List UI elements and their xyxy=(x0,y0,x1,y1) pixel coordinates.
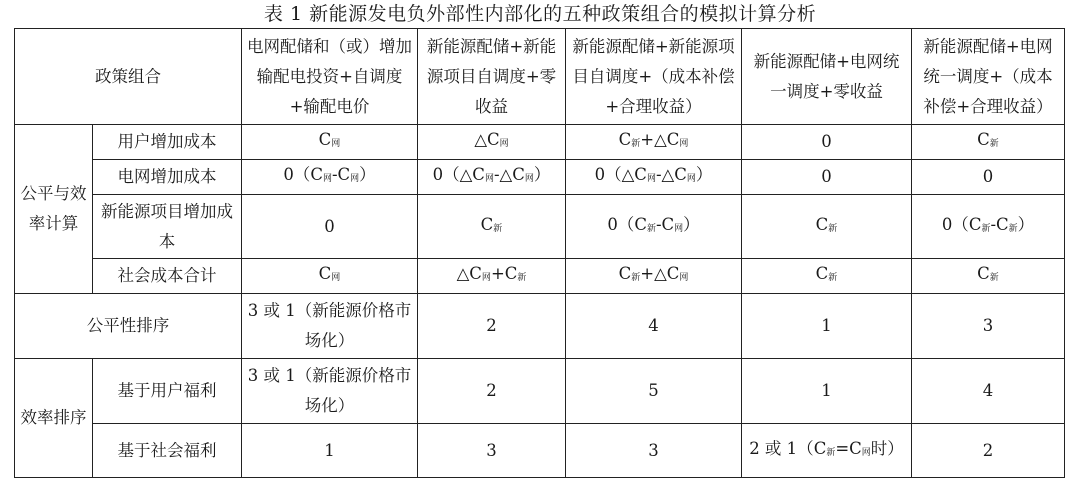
cell: $C_新+\triangle C_网$ xyxy=(566,125,742,160)
cell: $0(\triangle C_网-\triangle C_网)$ xyxy=(418,160,566,195)
table-row xyxy=(15,160,1065,195)
cell: $0(\triangle C_网-\triangle C_网)$ xyxy=(566,160,742,195)
cell: $C_新$ xyxy=(418,195,566,259)
row-label-social-welfare: 基于社会福利 xyxy=(93,424,242,478)
table-row xyxy=(15,294,1065,359)
row-label-social-cost: 社会成本合计 xyxy=(93,259,242,294)
policy-header-3: 新能源配储+新能源项目自调度+（成本补偿+合理收益） xyxy=(566,29,742,125)
cell: 1 xyxy=(242,424,418,478)
fairness-efficiency-group-label: 公平与效率计算 xyxy=(15,125,93,294)
policy-header-2: 新能源配储+新能源项目自调度+零收益 xyxy=(418,29,566,125)
cell: $0(C_新-C_新)$ xyxy=(912,195,1065,259)
cell: 3 xyxy=(566,424,742,478)
cell: $0(C_新-C_网)$ xyxy=(566,195,742,259)
cell: 0 xyxy=(912,160,1065,195)
cell: $C_新$ xyxy=(742,195,912,259)
cell: $C_网$ xyxy=(242,125,418,160)
policy-header-5: 新能源配储+电网统一调度+（成本补偿+合理收益） xyxy=(912,29,1065,125)
row-label-project-cost: 新能源项目增加成本 xyxy=(93,195,242,259)
cell: $C_新$ xyxy=(742,259,912,294)
cell: $C_新$ xyxy=(912,259,1065,294)
table-row xyxy=(15,195,1065,259)
cell: 5 xyxy=(566,359,742,424)
cell: 0 xyxy=(742,125,912,160)
table-row xyxy=(15,259,1065,294)
fairness-label: 公平性排序 xyxy=(15,294,242,359)
cell: $C_新+\triangle C_网$ xyxy=(566,259,742,294)
cell: 3 xyxy=(418,424,566,478)
cell: $0(C_网-C_网)$ xyxy=(242,160,418,195)
cell: 3 或 1（新能源价格市场化） xyxy=(242,294,418,359)
policy-label: 政策组合 xyxy=(15,29,242,125)
policy-table xyxy=(14,28,1065,478)
header-row xyxy=(15,29,1065,125)
efficiency-group-label: 效率排序 xyxy=(15,359,93,478)
cell: 2 xyxy=(418,294,566,359)
cell: $\triangle C_网+C_新$ xyxy=(418,259,566,294)
row-label-user-welfare: 基于用户福利 xyxy=(93,359,242,424)
cell: 0 xyxy=(242,195,418,259)
table-caption: 表 1 新能源发电负外部性内部化的五种政策组合的模拟计算分析 xyxy=(263,3,817,25)
cell: 4 xyxy=(566,294,742,359)
cell: 2 xyxy=(418,359,566,424)
cell: 3 或 1（新能源价格市场化） xyxy=(242,359,418,424)
table-row xyxy=(15,359,1065,424)
cell: 4 xyxy=(912,359,1065,424)
cell: 1 xyxy=(742,359,912,424)
table-row xyxy=(15,125,1065,160)
cell: 2 或 $1(C_新=C_网$时） xyxy=(742,424,912,478)
policy-header-1: 电网配储和（或）增加输配电投资+自调度+输配电价 xyxy=(242,29,418,125)
cell: $\triangle C_网$ xyxy=(418,125,566,160)
cell: 3 xyxy=(912,294,1065,359)
table-row xyxy=(15,424,1065,478)
policy-header-4: 新能源配储+电网统一调度+零收益 xyxy=(742,29,912,125)
cell: 0 xyxy=(742,160,912,195)
row-label-user-cost: 用户增加成本 xyxy=(93,125,242,160)
cell: 1 xyxy=(742,294,912,359)
cell: $C_新$ xyxy=(912,125,1065,160)
cell: $C_网$ xyxy=(242,259,418,294)
row-label-grid-cost: 电网增加成本 xyxy=(93,160,242,195)
cell: 2 xyxy=(912,424,1065,478)
